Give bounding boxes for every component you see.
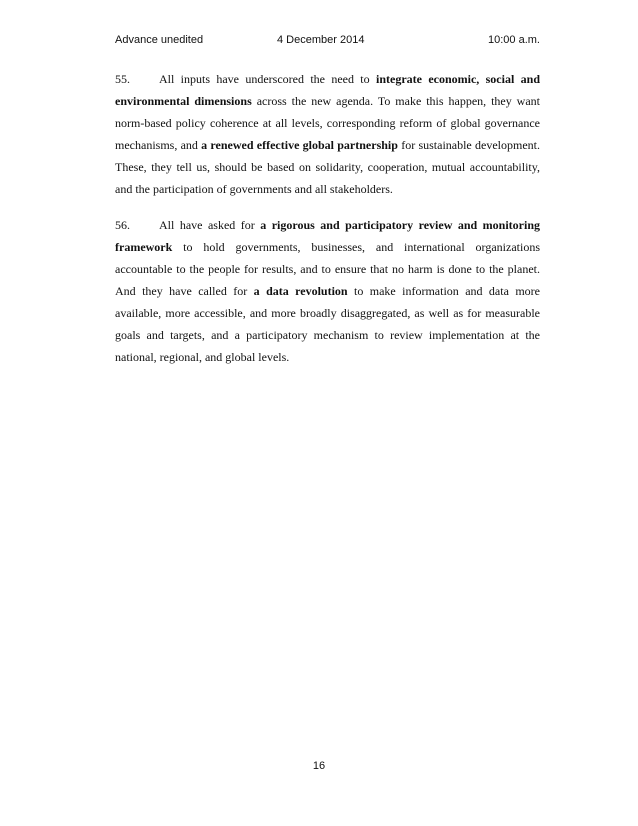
bold-text-segment: a renewed effective global partnership — [201, 138, 398, 152]
text-segment: for sustainable development. These, they tell us, should be based on solidarity, cooperation, mutual accountability, and the participation of governments and all stakeholders. — [115, 138, 540, 196]
header-status: Advance unedited — [115, 34, 204, 46]
bold-text-segment: a data revolution — [253, 284, 348, 298]
text-segment: All inputs have underscored the need to — [159, 72, 376, 86]
page-footer — [0, 760, 638, 772]
text-segment: across the new agenda. To make this happen, they want norm-based policy coherence at all levels, corresponding reform of global governance mechanisms, and — [115, 94, 541, 152]
page-header — [115, 34, 540, 50]
paragraph-number: 56. — [115, 218, 130, 232]
text-segment: to make information and data more available, more accessible, and more broadly disaggregated, as well as for measurable goals and targets, and a participatory mechanism to review implementation at the national, regional, and global levels. — [115, 284, 540, 364]
paragraph-56 — [115, 214, 540, 368]
bold-text-segment: integrate economic, social and environmental dimensions — [115, 72, 540, 108]
page-number: 16 — [312, 760, 326, 772]
text-segment: to hold governments, businesses, and international organizations accountable to the people for results, and to ensure that no harm is done to the planet. And they have called for — [115, 240, 540, 298]
document-body — [115, 68, 540, 382]
header-time: 10:00 a.m. — [488, 34, 540, 46]
paragraph-number: 55. — [115, 72, 130, 86]
paragraph-55 — [115, 68, 540, 200]
header-date: 4 December 2014 — [277, 34, 365, 46]
text-segment: All have asked for — [159, 218, 261, 232]
bold-text-segment: a rigorous and participatory review and monitoring framework — [115, 218, 541, 254]
